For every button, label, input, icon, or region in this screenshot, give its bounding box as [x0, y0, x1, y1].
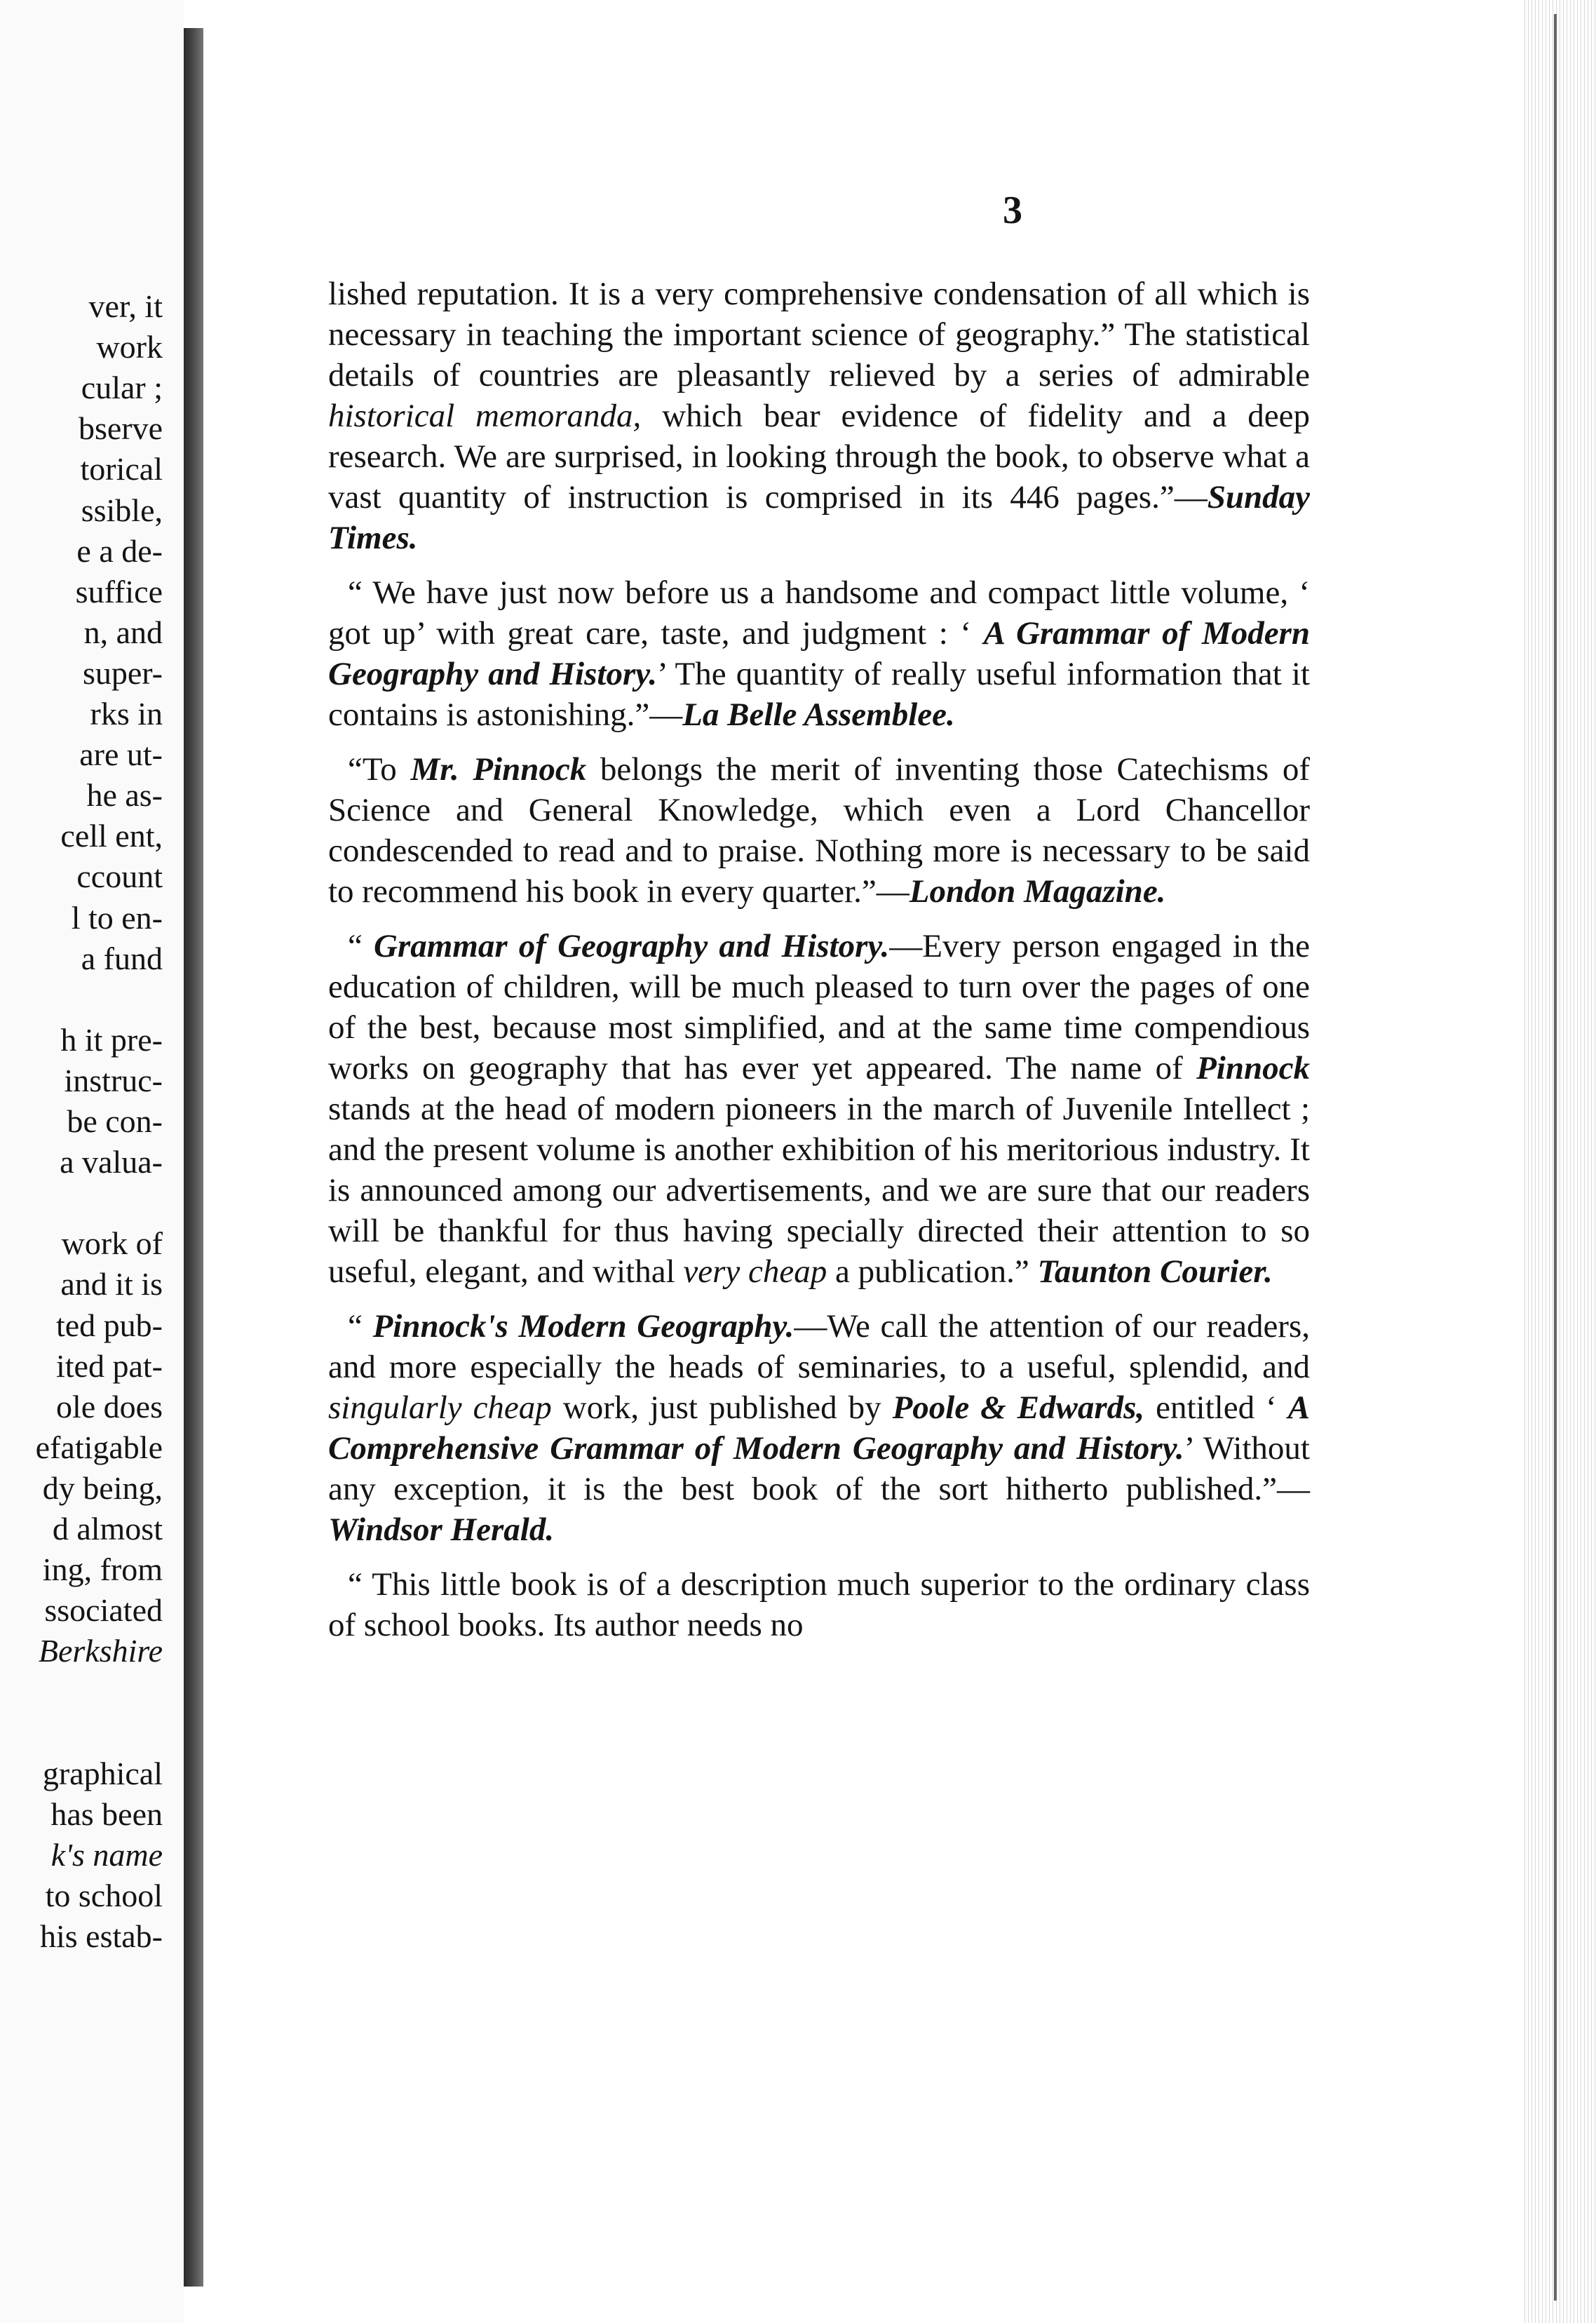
left-page-line: are ut- [79, 736, 163, 773]
left-page-line: ited pat- [56, 1347, 163, 1384]
left-page-line: l to en- [71, 899, 163, 936]
left-page-line: a valua- [60, 1144, 163, 1180]
text-run: a publication.” [827, 1253, 1038, 1290]
emphasized-text: Sunday Times. [328, 479, 1310, 556]
left-page-line: and it is [60, 1266, 163, 1302]
paragraph [328, 572, 1310, 735]
text-run: —Every person engaged in the education of children, will be much pleased to turn over the pages of one of the best, because most simplified, and at the same time compendious works on geography that has ever yet appeared. The name of [328, 928, 1310, 1086]
page-edge-line [1554, 14, 1557, 2301]
left-page-line: bserve [78, 410, 163, 447]
left-page-line: torical [80, 451, 163, 487]
left-page-line: ssible, [81, 492, 163, 528]
left-page-line: suffice [75, 573, 163, 610]
left-page-line: d almost [52, 1511, 163, 1547]
paragraph [328, 749, 1310, 912]
left-page-line: rks in [90, 696, 163, 732]
left-page-line: ing, from [42, 1551, 163, 1588]
left-page-line: h it pre- [60, 1021, 163, 1058]
paragraph [328, 926, 1310, 1292]
book-gutter [184, 28, 203, 2287]
text-run: ’ Without any exception, it is the best book of the sort hitherto published.”— [328, 1430, 1310, 1507]
left-page-line: super- [82, 654, 163, 691]
text-run: —We call the attention of our readers, and more especially the heads of seminaries, to a useful, splendid, and [328, 1308, 1310, 1385]
text-run: lished reputation. It is a very comprehensive condensation of all which is necessary in teaching the important science of geography.” The statistical details of countries are pleasantly relieved by a series of admirable [328, 276, 1310, 393]
left-page-fragment [0, 0, 184, 2323]
left-page-line: has been [50, 1796, 163, 1832]
left-page-line: his estab- [39, 1918, 163, 1954]
left-page-line: n, and [83, 614, 163, 650]
emphasized-text: La Belle Assemblee. [682, 696, 955, 733]
left-page-line: work of [61, 1225, 163, 1262]
paragraph [328, 1306, 1310, 1550]
left-page-line: he as- [86, 777, 163, 814]
text-run: stands at the head of modern pioneers in the march of Juvenile Intellect ; and the present volume is another exhibition of his meritorious industry. It is announced among our advertisements, and we are sure that our readers will be thankful for thus having specially directed their attention to so useful, elegant, and withal [328, 1091, 1310, 1290]
left-page-line: Berkshire [38, 1633, 163, 1669]
left-page-line: cell ent, [60, 818, 163, 854]
emphasized-text: London Magazine. [909, 873, 1166, 910]
left-page-line: graphical [42, 1755, 163, 1791]
left-page-line: a fund [81, 940, 163, 976]
paragraph [328, 274, 1310, 558]
text-run: ’ The quantity of really useful information that it contains is astonishing.”— [328, 656, 1310, 733]
emphasized-text: Pinnock [1196, 1050, 1310, 1086]
left-page-line: dy being, [42, 1469, 163, 1506]
emphasized-text: A Grammar of Modern Geography and History. [328, 615, 1310, 692]
text-run: “ This little book is of a description much superior to the ordinary class of school books. Its author needs no [328, 1566, 1310, 1643]
text-run: entitled ‘ [1144, 1389, 1288, 1426]
emphasized-text: very cheap [683, 1253, 827, 1290]
text-run: “ [348, 928, 374, 964]
left-page-line: efatigable [35, 1429, 163, 1465]
left-page-line: cular ; [81, 370, 163, 406]
left-page-line: ole does [55, 1388, 163, 1425]
text-run: belongs the merit of inventing those Catechisms of Science and General Knowledge, which even a Lord Chancellor condescended to read and to praise. Nothing more is necessary to be said to recommend his book in every quarter.”— [328, 751, 1310, 910]
left-page-line: k's name [50, 1836, 163, 1873]
text-run: “ [348, 1308, 373, 1345]
emphasized-text: Poole & Edwards, [892, 1389, 1145, 1426]
left-page-line: ver, it [88, 288, 163, 324]
left-page-line: be con- [67, 1103, 163, 1139]
emphasized-text: historical memoranda, [328, 398, 642, 434]
emphasized-text: Mr. Pinnock [410, 751, 587, 788]
left-page-line: to school [45, 1877, 163, 1913]
text-run: which bear evidence of fidelity and a deep research. We are surprised, in looking through the book, to observe what a vast quantity of instruction is comprised in its 446 pages.”— [328, 398, 1310, 516]
emphasized-text: Taunton Courier. [1037, 1253, 1273, 1290]
left-page-line: work [96, 329, 163, 365]
left-page-line: instruc- [64, 1062, 163, 1098]
emphasized-text: Grammar of Geography and History. [374, 928, 890, 964]
page-edges [1522, 0, 1596, 2323]
left-page-line: ccount [76, 858, 163, 895]
text-run: work, just published by [551, 1389, 893, 1426]
paragraph [328, 1564, 1310, 1645]
text-run: “To [348, 751, 411, 788]
text-run: “ We have just now before us a handsome and compact little volume, ‘ got up’ with great care, taste, and judgment : ‘ [328, 574, 1310, 652]
left-page-line: e a de- [76, 532, 163, 569]
left-page-line: ted pub- [55, 1307, 163, 1343]
emphasized-text: singularly cheap [328, 1389, 552, 1426]
emphasized-text: Pinnock's Modern Geography. [372, 1308, 794, 1345]
left-page-line: ssociated [44, 1592, 163, 1629]
emphasized-text: A Comprehensive Grammar of Modern Geography and History. [328, 1389, 1310, 1467]
text-block [328, 274, 1310, 1645]
emphasized-text: Windsor Herald. [328, 1511, 555, 1548]
page-number: 3 [1003, 189, 1022, 232]
